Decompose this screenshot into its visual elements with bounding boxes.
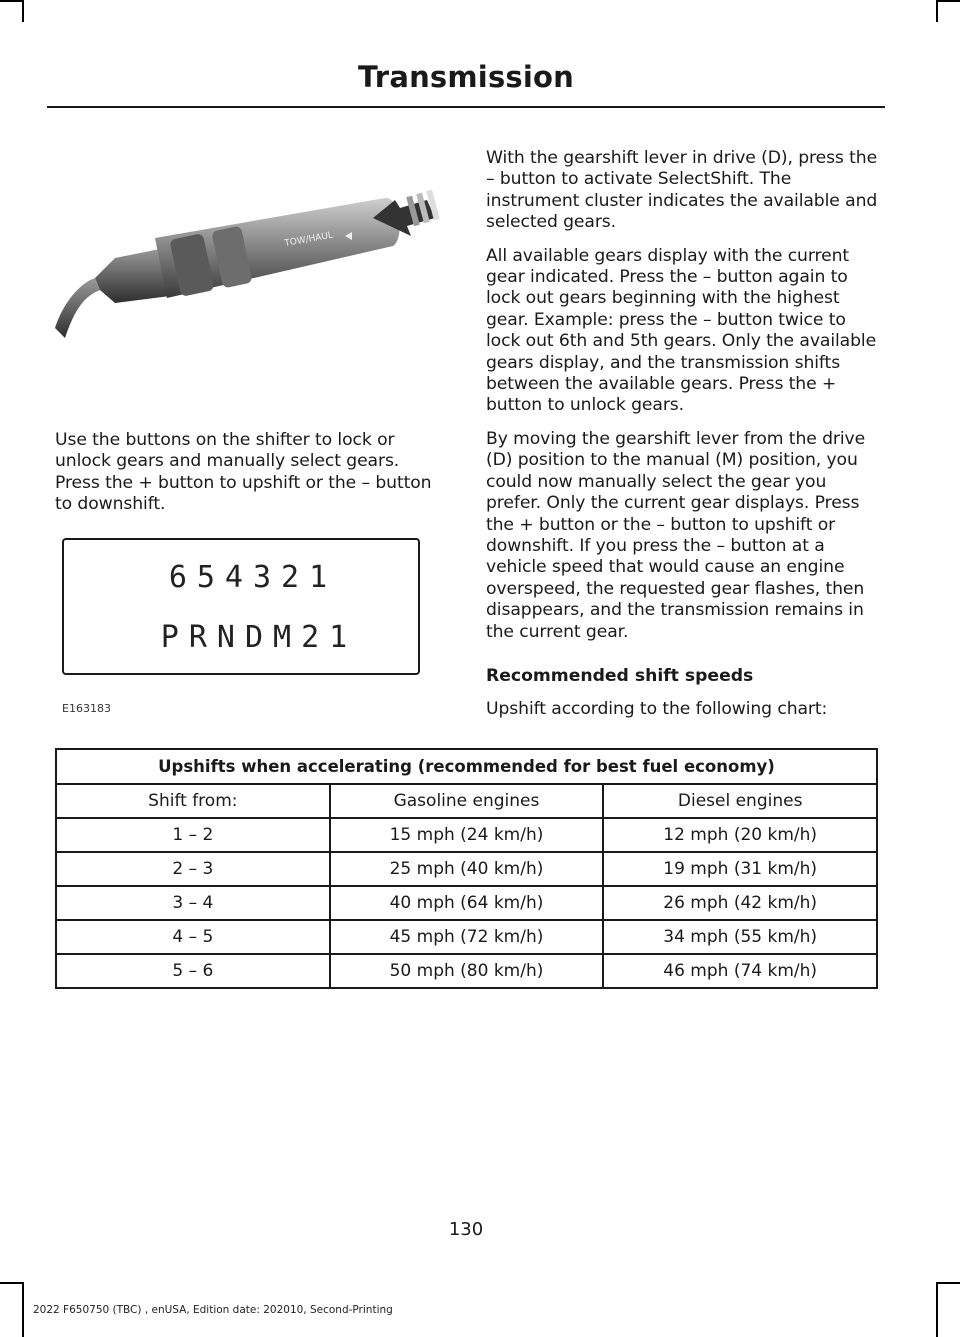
table-cell: 34 mph (55 km/h) xyxy=(603,920,877,954)
table-cell: 15 mph (24 km/h) xyxy=(330,818,604,852)
available-gears-row: 654321 xyxy=(168,560,338,595)
table-cell: 40 mph (64 km/h) xyxy=(330,886,604,920)
table-row xyxy=(56,852,877,886)
table-cell: 5 – 6 xyxy=(56,954,330,988)
crop-mark xyxy=(22,0,24,22)
page-title: Transmission xyxy=(358,60,574,94)
table-row xyxy=(56,920,877,954)
tow-haul-label: TOW/HAUL xyxy=(283,230,334,249)
table-header-cell: Shift from: xyxy=(56,784,330,818)
page-number: 130 xyxy=(448,1219,484,1240)
table-cell: 45 mph (72 km/h) xyxy=(330,920,604,954)
table-cell: 1 – 2 xyxy=(56,818,330,852)
shifter-illustration xyxy=(55,178,445,363)
table-cell: 3 – 4 xyxy=(56,886,330,920)
table-cell: 46 mph (74 km/h) xyxy=(603,954,877,988)
crop-mark xyxy=(22,1282,24,1337)
header-divider xyxy=(47,106,885,108)
shifter-lever-icon xyxy=(55,178,445,363)
table-row xyxy=(56,954,877,988)
intro-paragraph: Use the buttons on the shifter to lock or unlock gears and manually select gears. Press the + button to upshift or the – button to downshift. xyxy=(55,430,432,515)
section-heading: Recommended shift speeds xyxy=(486,665,754,686)
table-cell: 50 mph (80 km/h) xyxy=(330,954,604,988)
table-header-cell: Diesel engines xyxy=(603,784,877,818)
table-row xyxy=(56,886,877,920)
gear-display-panel xyxy=(62,538,420,675)
paragraph-2: All available gears display with the current gear indicated. Press the – button again to lock out gears beginning with the highest gear. Example: press the – button twice to lock out 6th and 5th gears. Only the available gears display, and the transmission shifts between the available gears. Press the + button to unlock gears. xyxy=(486,245,877,416)
table-cell: 19 mph (31 km/h) xyxy=(603,852,877,886)
table-header-cell: Gasoline engines xyxy=(330,784,604,818)
table-cell: 2 – 3 xyxy=(56,852,330,886)
table-cell: 25 mph (40 km/h) xyxy=(330,852,604,886)
crop-mark xyxy=(938,1282,960,1284)
crop-mark xyxy=(936,0,938,22)
table-cell: 26 mph (42 km/h) xyxy=(603,886,877,920)
edition-footer: 2022 F650750 (TBC) , enUSA, Edition date: 202010, Second-Printing xyxy=(33,1304,393,1316)
table-title: Upshifts when accelerating (recommended for best fuel economy) xyxy=(56,749,877,784)
table-cell: 4 – 5 xyxy=(56,920,330,954)
shift-speed-table xyxy=(55,748,878,989)
figure-code: E163183 xyxy=(62,702,111,715)
right-column xyxy=(486,148,881,732)
paragraph-3: By moving the gearshift lever from the drive (D) position to the manual (M) position, you could now manually select the gear you prefer. Only the current gear displays. Press the + button or the – button to upshift or downshift. If you press the – button at a vehicle speed that would cause an engine overspeed, the requested gear flashes, then disappears, and the transmission remains in the current gear. xyxy=(486,428,866,642)
crop-mark xyxy=(0,0,22,2)
table-cell: 12 mph (20 km/h) xyxy=(603,818,877,852)
crop-mark xyxy=(0,1282,22,1284)
paragraph-1: With the gearshift lever in drive (D), press the – button to activate SelectShift. The instrument cluster indicates the available and selected gears. xyxy=(486,148,878,233)
crop-mark xyxy=(938,0,960,2)
paragraph-4: Upshift according to the following chart: xyxy=(486,698,828,719)
table-row xyxy=(56,818,877,852)
crop-mark xyxy=(936,1282,938,1337)
gear-positions-row: PRNDM21 xyxy=(160,620,358,655)
